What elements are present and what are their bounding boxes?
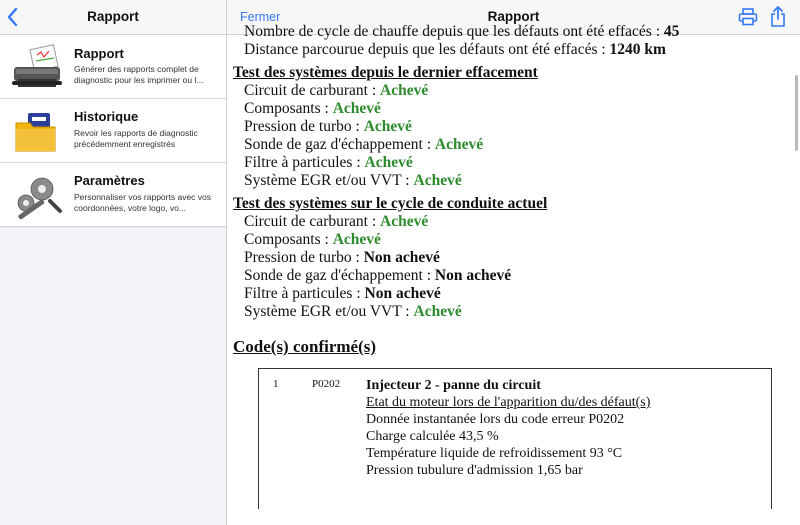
sidebar [0,0,227,525]
menu-item-desc: Revoir les rapports de diagnostic précédemment enregistrés [74,128,198,149]
sidebar-title: Rapport [87,9,139,24]
status-row: Filtre à particules : Achevé [244,154,413,171]
menu-item-desc: Personnaliser vos rapports avec vos coordonnées, votre logo, vo... [74,192,212,213]
menu-item-title: Historique [74,109,139,124]
section-heading: Test des systèmes depuis le dernier effacement [233,64,538,81]
status-row: Pression de turbo : Non achevé [244,249,440,266]
status-row: Sonde de gaz d'échappement : Non achevé [244,267,512,284]
report-content [233,23,793,509]
menu-item-title: Rapport [74,46,124,61]
code-line: Charge calculée 43,5 % [366,429,499,444]
report-line: Nombre de cycle de chauffe depuis que les défauts ont été effacés : 45 [244,23,680,40]
code-title: Injecteur 2 - panne du circuit [366,378,541,393]
code-line: Donnée instantanée lors du code erreur P0202 [366,412,625,427]
code-line: Température liquide de refroidissement 93 °C [366,446,623,461]
report-title: Rapport [487,9,540,24]
close-button[interactable]: Fermer [240,10,281,24]
report-document[interactable] [227,23,800,525]
status-row: Pression de turbo : Achevé [244,118,412,135]
status-row: Composants : Achevé [244,100,381,117]
code-id: P0202 [312,378,341,390]
code-subtitle: Etat du moteur lors de l'apparition du/des défaut(s) [366,395,651,410]
section-heading: Test des systèmes sur le cycle de conduite actuel [233,195,548,212]
status-row: Système EGR et/ou VVT : Achevé [244,172,462,189]
menu-item-desc: Générer des rapports complet de diagnostic pour les imprimer ou l... [74,64,204,85]
menu-item-parametres[interactable] [0,163,226,227]
report-line: Distance parcourue depuis que les défauts ont été effacés : 1240 km [244,41,666,58]
code-index: 1 [273,378,279,390]
status-row: Sonde de gaz d'échappement : Achevé [244,136,484,153]
status-row: Filtre à particules : Non achevé [244,285,441,302]
code-details [366,377,650,479]
scrollbar[interactable] [795,75,798,151]
menu-item-title: Paramètres [74,173,145,188]
history-folder-icon [10,109,64,155]
menu-list [0,35,226,227]
menu-item-historique[interactable] [0,99,226,163]
settings-gears-icon [10,173,64,219]
menu-item-rapport[interactable] [0,35,226,99]
report-printer-icon [10,45,64,91]
code-entry [258,368,772,509]
code-line: Pression tubulure d'admission 1,65 bar [366,463,583,478]
status-row: Circuit de carburant : Achevé [244,82,429,99]
status-row: Composants : Achevé [244,231,381,248]
codes-heading: Code(s) confirmé(s) [233,337,377,356]
status-row: Circuit de carburant : Achevé [244,213,429,230]
sidebar-navbar [0,0,226,35]
status-row: Système EGR et/ou VVT : Achevé [244,303,462,320]
